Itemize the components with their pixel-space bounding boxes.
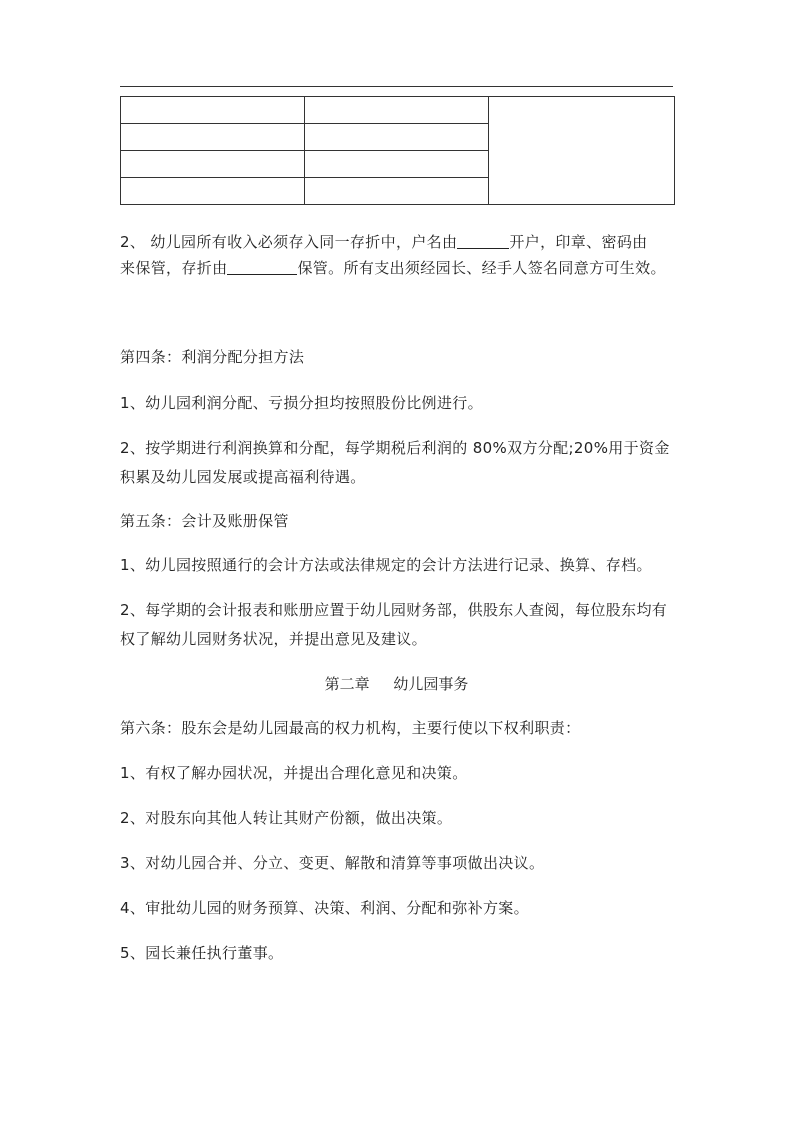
table-cell (305, 124, 489, 151)
table-cell (121, 178, 305, 205)
article-4-heading: 第四条：利润分配分担方法 (120, 348, 305, 366)
passbook-keeper-blank (227, 258, 297, 275)
table-cell (121, 97, 305, 124)
account-holder-blank (457, 232, 509, 249)
article-6-item: 5、园长兼任执行董事。 (120, 944, 284, 962)
clause-2-line-1 (120, 228, 676, 257)
shareholder-table (120, 96, 675, 205)
clause-2-text: 开户，印章、密码由 (509, 233, 648, 251)
header-rule (120, 86, 673, 87)
table-cell-merged (489, 97, 675, 205)
article-6-heading: 第六条：股东会是幼儿园最高的权力机构，主要行使以下权利职责： (120, 719, 581, 737)
article-6-item: 1、有权了解办园状况，并提出合理化意见和决策。 (120, 764, 468, 782)
clause-2-text: 2、 幼儿园所有收入必须存入同一存折中，户名由 (120, 233, 458, 251)
article-6-item: 4、审批幼儿园的财务预算、决策、利润、分配和弥补方案。 (120, 899, 529, 917)
article-5-item-1: 1、幼儿园按照通行的会计方法或法律规定的会计方法进行记录、换算、存档。 (120, 556, 652, 574)
table-cell (305, 97, 489, 124)
article-6-item: 3、对幼儿园合并、分立、变更、解散和清算等事项做出决议。 (120, 854, 545, 872)
table-cell (305, 178, 489, 205)
chapter-2-title: 第二章 幼儿园事务 (324, 675, 469, 693)
table-cell (121, 124, 305, 151)
clause-2-text: 来保管，存折由 (120, 259, 228, 277)
clause-2-text: 保管。所有支出须经园长、经手人签名同意方可生效。 (297, 259, 666, 277)
article-5-item-2: 2、每学期的会计报表和账册应置于幼儿园财务部，供股东人查阅，每位股东均有权了解幼儿园财务状况，并提出意见及建议。 (120, 601, 668, 648)
article-4-item-2: 2、按学期进行利润换算和分配，每学期税后利润的 80%双方分配;20%用于资金积累及幼儿园发展或提高福利待遇。 (120, 439, 670, 486)
clause-2-line-2 (120, 254, 676, 283)
article-6-item: 2、对股东向其他人转让其财产份额，做出决策。 (120, 809, 453, 827)
table-cell (305, 151, 489, 178)
article-5-heading: 第五条：会计及账册保管 (120, 512, 289, 530)
table-row (121, 97, 675, 124)
article-4-item-1: 1、幼儿园利润分配、亏损分担均按照股份比例进行。 (120, 394, 483, 412)
table-cell (121, 151, 305, 178)
